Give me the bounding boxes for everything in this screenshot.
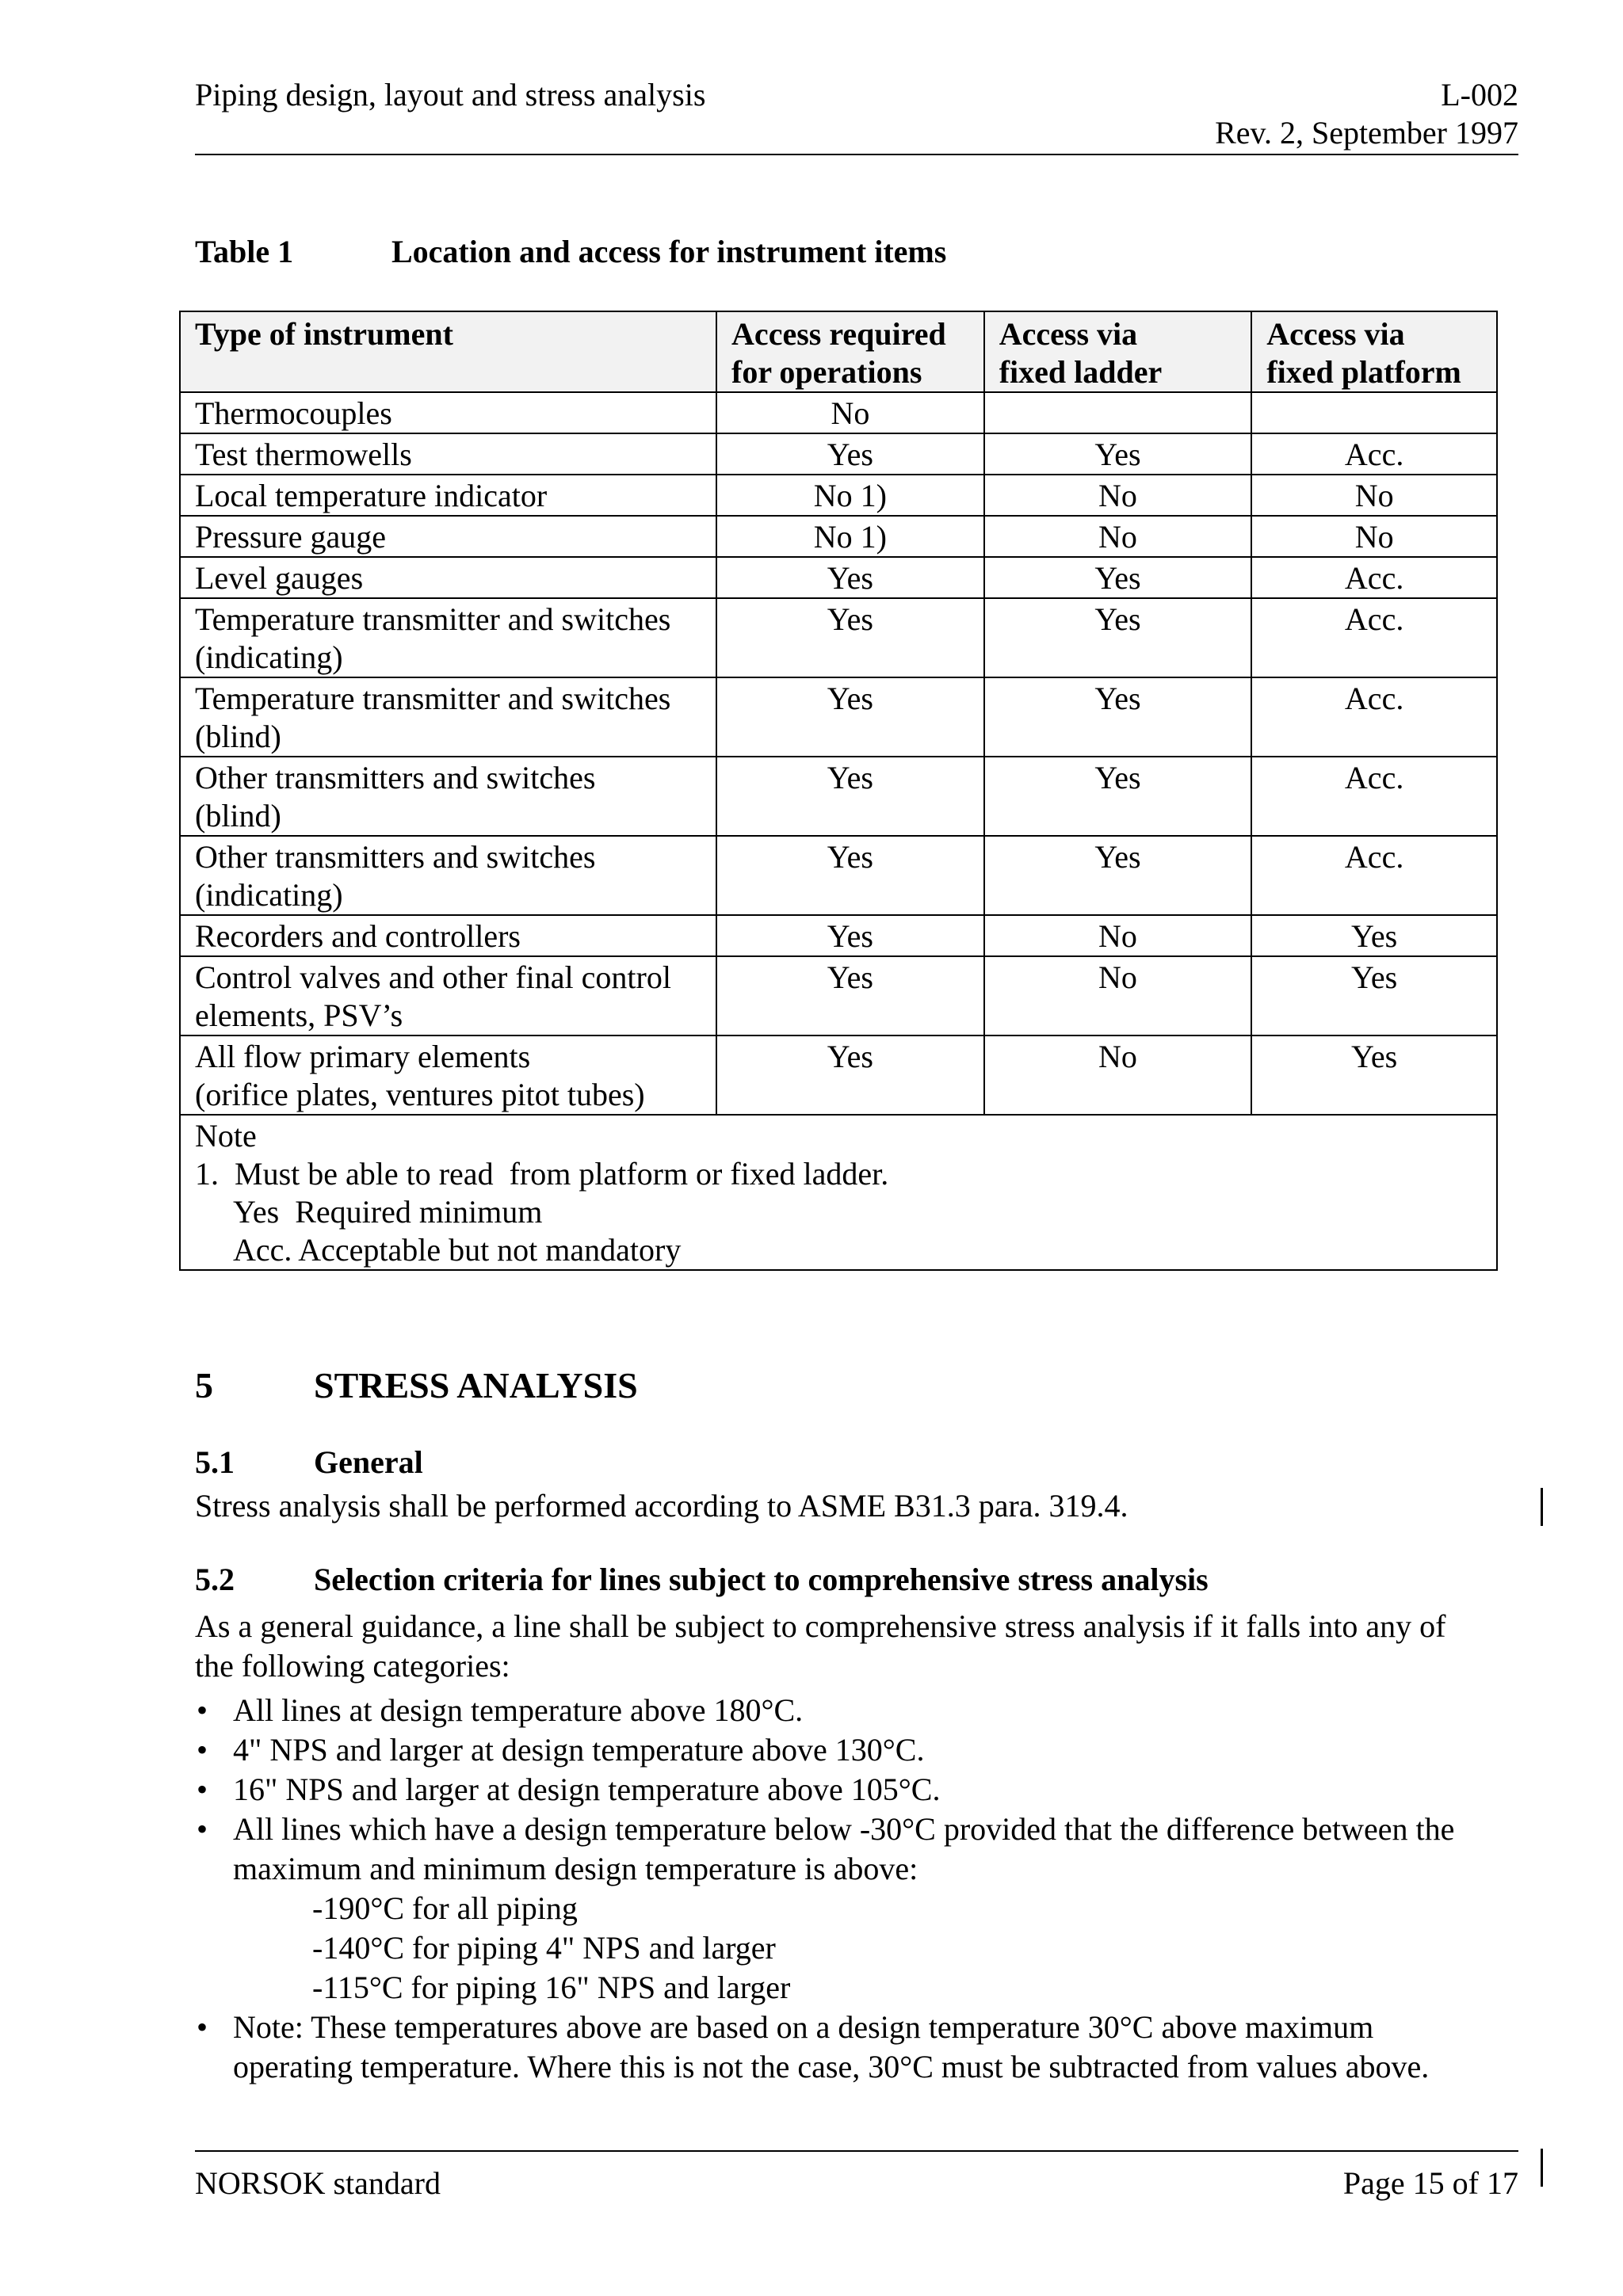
list-item: • 16" NPS and larger at design temperature above 105°C.: [195, 1770, 1526, 1810]
footer-standard-name: NORSOK standard: [195, 2165, 441, 2201]
cell-access-ladder: Yes: [984, 598, 1252, 677]
cell-access-platform: Yes: [1251, 956, 1497, 1035]
table-caption-text: Location and access for instrument items: [391, 234, 947, 269]
cell-instrument-type: All flow primary elements (orifice plates, ventures pitot tubes): [180, 1035, 716, 1115]
cell-instrument-type: Temperature transmitter and switches (indicating): [180, 598, 716, 677]
section-5-1-number: 5.1: [195, 1444, 235, 1480]
cell-access-ladder: No: [984, 956, 1252, 1035]
cell-instrument-type: Recorders and controllers: [180, 915, 716, 956]
cell-access-platform: No: [1251, 516, 1497, 557]
cell-access-operations: No 1): [716, 475, 984, 516]
cell-instrument-type: Other transmitters and switches (blind): [180, 757, 716, 836]
sub-item: -190°C for all piping: [312, 1890, 578, 1926]
table-notes: [180, 1115, 1497, 1270]
cell-instrument-type: Pressure gauge: [180, 516, 716, 557]
cell-access-platform: Yes: [1251, 1035, 1497, 1115]
cell-instrument-type: Thermocouples: [180, 392, 716, 433]
cell-instrument-type: Temperature transmitter and switches (blind): [180, 677, 716, 757]
header-type-of-instrument: Type of instrument: [180, 311, 716, 392]
cell-access-ladder: No: [984, 516, 1252, 557]
table-row: [180, 433, 1497, 475]
cell-instrument-type: Other transmitters and switches (indicating): [180, 836, 716, 915]
list-item: • All lines at design temperature above 180°C.: [195, 1691, 1526, 1730]
cell-access-operations: Yes: [716, 956, 984, 1035]
intro-line-1: As a general guidance, a line shall be subject to comprehensive stress analysis if it falls into any of: [195, 1608, 1446, 1644]
bullet-icon: •: [197, 1811, 208, 1847]
cell-access-platform: Acc.: [1251, 557, 1497, 598]
bullet-icon: •: [197, 1732, 208, 1768]
cell-access-platform: No: [1251, 475, 1497, 516]
table-row: [180, 557, 1497, 598]
table-row: [180, 915, 1497, 956]
cell-access-ladder: Yes: [984, 557, 1252, 598]
list-item: • All lines which have a design temperature below -30°C provided that the difference between the maximum and minimum design temperature is above: -190°C for all piping -140°C for piping 4" NPS and larger -115°C for piping 16" NPS and larger: [195, 1810, 1526, 2008]
section-5-heading: [195, 1364, 638, 1406]
cell-access-platform: [1251, 392, 1497, 433]
section-5-1-text: Stress analysis shall be performed according to ASME B31.3 para. 319.4.: [195, 1488, 1128, 1524]
cell-access-operations: Yes: [716, 836, 984, 915]
cell-access-ladder: No: [984, 475, 1252, 516]
table-row: [180, 475, 1497, 516]
sub-item: -140°C for piping 4" NPS and larger: [312, 1930, 776, 1966]
cell-access-operations: No 1): [716, 516, 984, 557]
criteria-list: [195, 1691, 1526, 2087]
cell-access-operations: Yes: [716, 433, 984, 475]
section-5-number: 5: [195, 1365, 213, 1405]
revision-info: Rev. 2, September 1997: [1215, 115, 1518, 151]
table-row: [180, 392, 1497, 433]
cell-instrument-type: Level gauges: [180, 557, 716, 598]
page-header: [195, 76, 1518, 155]
cell-access-ladder: Yes: [984, 433, 1252, 475]
note-acc-definition: Acc. Acceptable but not mandatory: [233, 1232, 682, 1268]
cell-access-platform: Acc.: [1251, 757, 1497, 836]
cell-access-platform: Acc.: [1251, 836, 1497, 915]
section-5-2-heading: [195, 1561, 1209, 1598]
cell-access-operations: Yes: [716, 915, 984, 956]
table-caption-label: Table 1: [195, 234, 294, 269]
cell-access-ladder: No: [984, 1035, 1252, 1115]
change-bar: [1541, 2149, 1543, 2187]
section-5-title: STRESS ANALYSIS: [314, 1365, 638, 1405]
note-1: 1. Must be able to read from platform or fixed ladder.: [195, 1156, 889, 1192]
section-5-1-title: General: [314, 1444, 423, 1480]
cell-instrument-type: Test thermowells: [180, 433, 716, 475]
bullet-icon: •: [197, 1692, 208, 1728]
section-5-2-title: Selection criteria for lines subject to comprehensive stress analysis: [314, 1562, 1209, 1597]
section-5-1-heading: [195, 1444, 423, 1481]
cell-access-operations: Yes: [716, 557, 984, 598]
page-number: Page 15 of 17: [1342, 2165, 1518, 2201]
bullet-icon: •: [197, 2009, 208, 2045]
page-footer: [195, 2150, 1518, 2201]
table-row: [180, 677, 1497, 757]
change-bar: [1541, 1488, 1543, 1526]
cell-instrument-type: Control valves and other final control elements, PSV’s: [180, 956, 716, 1035]
cell-access-ladder: Yes: [984, 677, 1252, 757]
header-access-platform: Access via fixed platform: [1251, 311, 1497, 392]
table-row: [180, 956, 1497, 1035]
table-header-row: [180, 311, 1497, 392]
section-5-2-number: 5.2: [195, 1562, 235, 1597]
cell-access-platform: Yes: [1251, 915, 1497, 956]
header-access-ladder: Access via fixed ladder: [984, 311, 1252, 392]
intro-line-2: the following categories:: [195, 1648, 510, 1684]
cell-access-ladder: Yes: [984, 757, 1252, 836]
list-item: • 4" NPS and larger at design temperature above 130°C.: [195, 1730, 1526, 1770]
cell-instrument-type: Local temperature indicator: [180, 475, 716, 516]
table-row: [180, 757, 1497, 836]
cell-access-platform: Acc.: [1251, 677, 1497, 757]
cell-access-ladder: No: [984, 915, 1252, 956]
document-number: L-002: [1441, 77, 1518, 113]
table-notes-row: [180, 1115, 1497, 1270]
note-yes-definition: Yes Required minimum: [233, 1194, 543, 1230]
cell-access-operations: No: [716, 392, 984, 433]
section-5-2-intro: [195, 1607, 1526, 1686]
table-row: [180, 1035, 1497, 1115]
cell-access-ladder: [984, 392, 1252, 433]
bullet-icon: •: [197, 1772, 208, 1807]
cell-access-ladder: Yes: [984, 836, 1252, 915]
table-row: [180, 516, 1497, 557]
cell-access-platform: Acc.: [1251, 433, 1497, 475]
cell-access-operations: Yes: [716, 598, 984, 677]
cell-access-operations: Yes: [716, 757, 984, 836]
table-row: [180, 836, 1497, 915]
header-access-operations: Access required for operations: [716, 311, 984, 392]
notes-heading: Note: [195, 1118, 257, 1154]
table-row: [180, 598, 1497, 677]
sub-item: -115°C for piping 16" NPS and larger: [312, 1970, 791, 2005]
cell-access-platform: Acc.: [1251, 598, 1497, 677]
cell-access-operations: Yes: [716, 677, 984, 757]
list-item: • Note: These temperatures above are based on a design temperature 30°C above maximum operating temperature. Where this is not the case, 30°C must be subtracted from values above.: [197, 2009, 1430, 2084]
cell-access-operations: Yes: [716, 1035, 984, 1115]
instrument-access-table: [179, 311, 1498, 1271]
table-caption: [195, 233, 946, 270]
document-title: Piping design, layout and stress analysis: [195, 77, 706, 113]
